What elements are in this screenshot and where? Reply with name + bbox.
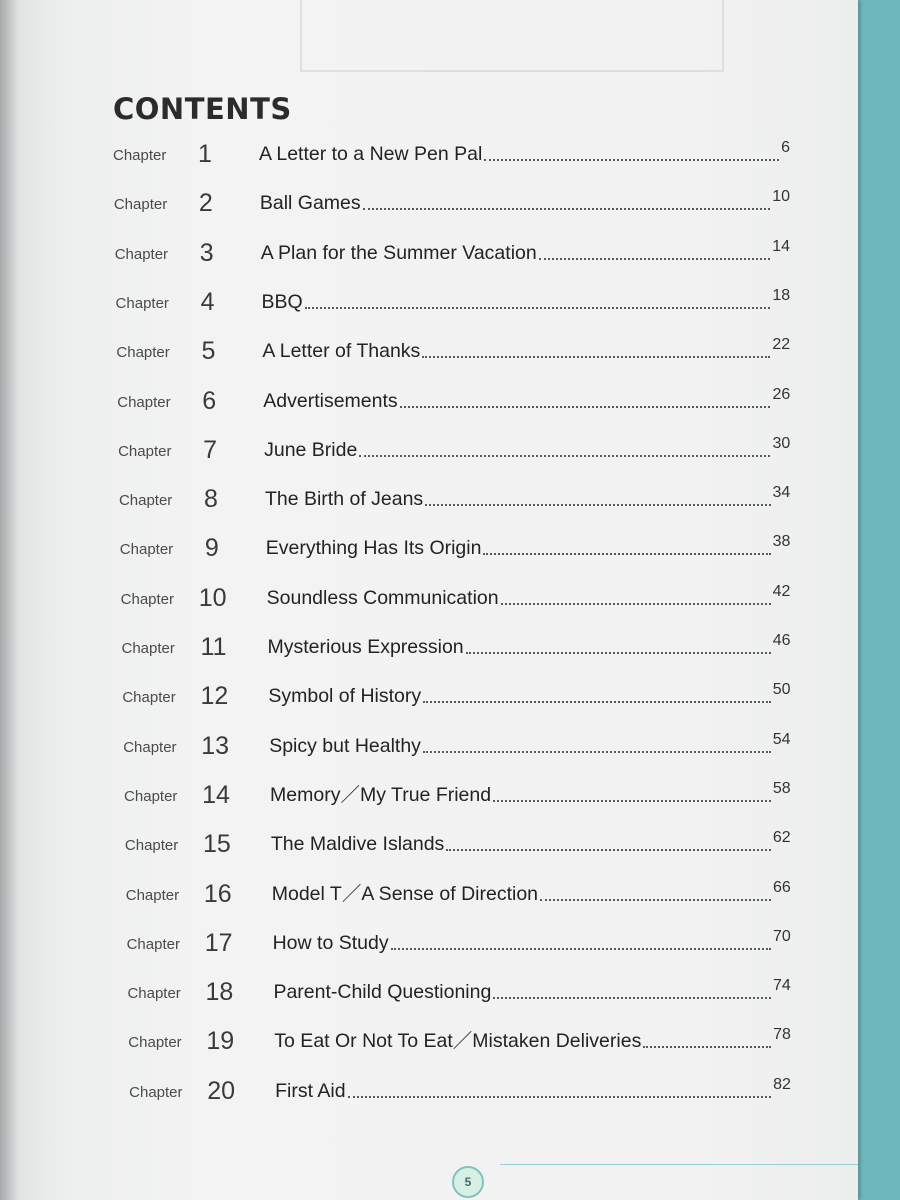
- chapter-number: 19: [206, 1027, 235, 1056]
- chapter-title: Everything Has Its Origin: [265, 537, 482, 560]
- chapter-title: Parent-Child Questioning: [273, 981, 492, 1004]
- toc-row: [116, 330, 790, 364]
- dot-leader: [363, 208, 771, 210]
- chapter-label: Chapter: [127, 985, 181, 1003]
- chapter-title: June Bride: [264, 438, 358, 461]
- chapter-label: Chapter: [124, 787, 178, 805]
- toc-row: [129, 1070, 791, 1104]
- dot-leader: [305, 307, 771, 309]
- toc-row: [114, 182, 790, 216]
- chapter-number: 5: [201, 337, 216, 366]
- chapter-page-number: 14: [772, 237, 791, 255]
- chapter-title: Model T／A Sense of Direction: [271, 882, 539, 905]
- dot-leader: [501, 603, 771, 605]
- toc-row: [117, 380, 790, 414]
- chapter-title: BBQ: [261, 290, 303, 313]
- chapter-page-number: 46: [772, 632, 791, 649]
- toc-row: [122, 675, 790, 709]
- chapter-label: Chapter: [118, 492, 173, 510]
- toc-row: [126, 873, 791, 907]
- dot-leader: [540, 899, 771, 901]
- chapter-title: Ball Games: [259, 192, 361, 215]
- chapter-title: To Eat Or Not To Eat／Mistaken Deliveries: [274, 1030, 642, 1053]
- toc-row: [123, 725, 790, 759]
- dot-leader: [422, 356, 770, 358]
- chapter-number: 2: [198, 189, 213, 218]
- chapter-page-number: 22: [772, 336, 791, 354]
- toc-row: [118, 429, 790, 463]
- toc-row: [113, 133, 790, 167]
- dot-leader: [466, 652, 771, 654]
- chapter-page-number: 58: [772, 779, 791, 797]
- chapter-title: A Letter of Thanks: [262, 340, 421, 363]
- dot-leader: [423, 751, 771, 753]
- chapter-number: 17: [204, 928, 233, 957]
- chapter-page-number: 10: [772, 188, 791, 206]
- toc-row: [127, 922, 791, 956]
- chapter-label: Chapter: [121, 640, 175, 657]
- chapter-title: The Maldive Islands: [270, 833, 445, 856]
- chapter-title: Spicy but Healthy: [269, 734, 421, 757]
- chapter-page-number: 62: [772, 829, 791, 847]
- chapter-label: Chapter: [115, 294, 169, 312]
- chapter-number: 12: [200, 682, 229, 711]
- chapter-label: Chapter: [116, 344, 170, 362]
- page-number-badge: 5: [452, 1166, 484, 1198]
- toc-row: [120, 527, 791, 561]
- dot-leader: [400, 406, 771, 408]
- dot-leader: [446, 849, 771, 851]
- chapter-label: Chapter: [124, 837, 179, 855]
- chapter-label: Chapter: [120, 590, 175, 608]
- dot-leader: [483, 553, 770, 555]
- chapter-label: Chapter: [128, 1034, 182, 1052]
- dot-leader: [493, 997, 771, 999]
- dot-leader: [484, 159, 779, 161]
- dot-leader: [348, 1096, 772, 1098]
- chapter-number: 16: [203, 879, 232, 908]
- footer-rule: [500, 1164, 858, 1165]
- chapter-number: 13: [201, 731, 230, 760]
- chapter-title: How to Study: [272, 931, 389, 954]
- chapter-label: Chapter: [126, 935, 180, 953]
- chapter-label: Chapter: [122, 689, 176, 707]
- dot-leader: [391, 948, 771, 950]
- dot-leader: [425, 504, 770, 506]
- chapter-page-number: 74: [773, 977, 791, 995]
- chapter-number: 18: [205, 978, 234, 1007]
- chapter-number: 7: [203, 435, 218, 464]
- toc-row: [127, 971, 790, 1005]
- chapter-number: 6: [202, 386, 217, 415]
- toc-row: [121, 577, 791, 611]
- chapter-title: Symbol of History: [268, 685, 422, 708]
- dot-leader: [423, 701, 771, 703]
- chapter-number: 8: [203, 485, 218, 514]
- chapter-title: A Letter to a New Pen Pal: [259, 143, 483, 165]
- dot-leader: [493, 800, 771, 802]
- chapter-label: Chapter: [117, 393, 171, 411]
- chapter-page-number: 50: [772, 681, 791, 699]
- chapter-label: Chapter: [119, 541, 174, 559]
- chapter-number: 15: [202, 830, 231, 859]
- toc-row: [116, 281, 791, 315]
- chapter-number: 4: [200, 287, 215, 316]
- chapter-number: 9: [204, 534, 219, 563]
- chapter-label: Chapter: [114, 245, 169, 263]
- chapter-page-number: 42: [772, 582, 791, 600]
- chapter-label: Chapter: [113, 196, 168, 214]
- chapter-number: 11: [200, 633, 227, 661]
- dot-leader: [539, 258, 771, 260]
- chapter-title: Advertisements: [263, 389, 398, 412]
- toc-row: [115, 232, 790, 266]
- toc-row: [125, 823, 791, 857]
- chapter-number: 14: [202, 780, 230, 809]
- contents-heading: CONTENTS: [113, 92, 292, 126]
- chapter-page-number: 26: [772, 385, 791, 403]
- chapter-label: Chapter: [118, 442, 172, 460]
- chapter-title: Memory／My True Friend: [270, 783, 492, 806]
- chapter-page-number: 38: [772, 533, 791, 551]
- dot-leader: [359, 455, 770, 457]
- chapter-label: Chapter: [125, 886, 180, 904]
- chapter-page-number: 78: [773, 1026, 791, 1044]
- chapter-title: Mysterious Expression: [267, 636, 464, 658]
- chapter-number: 10: [198, 583, 227, 612]
- chapter-title: The Birth of Jeans: [264, 488, 424, 511]
- chapter-page-number: 34: [772, 484, 791, 502]
- toc-row: [122, 626, 791, 660]
- chapter-label: Chapter: [113, 147, 167, 164]
- chapter-page-number: 6: [781, 139, 790, 156]
- chapter-title: First Aid: [275, 1079, 346, 1102]
- toc-row: [119, 478, 790, 512]
- chapter-page-number: 54: [772, 730, 791, 748]
- chapter-label: Chapter: [129, 1083, 183, 1101]
- chapter-page-number: 30: [772, 434, 791, 452]
- dot-leader: [643, 1046, 771, 1048]
- chapter-title: Soundless Communication: [266, 586, 499, 609]
- chapter-title: A Plan for the Summer Vacation: [260, 241, 537, 264]
- chapter-page-number: 82: [773, 1075, 791, 1093]
- chapter-number: 20: [207, 1076, 236, 1105]
- chapter-page-number: 18: [772, 286, 791, 304]
- chapter-label: Chapter: [123, 738, 177, 756]
- chapter-page-number: 66: [772, 878, 791, 896]
- chapter-page-number: 70: [772, 927, 791, 945]
- chapter-number: 1: [198, 140, 212, 168]
- toc-row: [124, 774, 791, 808]
- toc-row: [128, 1020, 791, 1054]
- chapter-number: 3: [199, 238, 214, 267]
